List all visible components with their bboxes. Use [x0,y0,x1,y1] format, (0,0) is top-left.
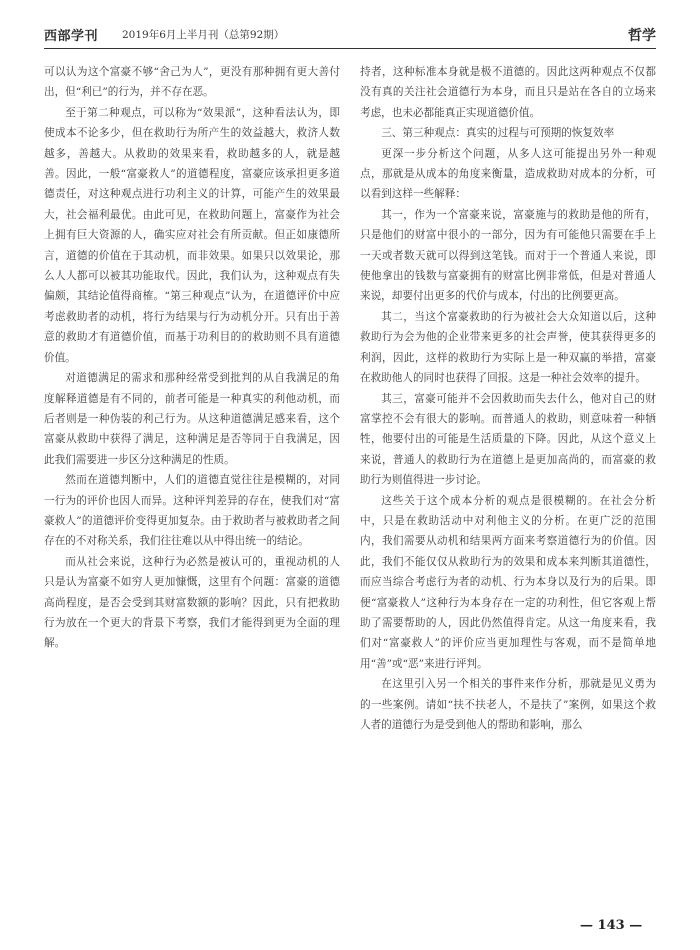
journal-title: 西部学刊 [44,29,99,44]
page-number: — 143 — [580,918,643,933]
left-column [44,62,340,910]
paragraph: 其三，富豪可能并不会因救助而失去什么，他对自己的财富掌控不会有很大的影响。而普通人的救助，则意味着一种牺牲，他要付出的可能是生活质量的下降。因此，从这个意义上来说，普通人的救助行为在道德上是更加高尚的，而富豪的救助行为则值得进一步讨论。 [360,392,656,487]
paragraph: 更深一步分析这个问题，从多人这可能提出另外一种观点，那就是从成本的角度来衡量，造成救助对成本的分析，可以看到这样一些解释： [360,147,656,201]
paragraph: 持者，这种标准本身就是极不道德的。因此这两种观点不仅都没有真的关注社会道德行为本身，而且只是站在各自的立场来考虑，也未必都能真正实现道德价值。 [360,66,656,119]
issue-info: 2019年6月上半月刊（总第92期） [122,29,285,41]
paragraph: 其二，当这个富豪救助的行为被社会大众知道以后，这种救助行为会为他的企业带来更多的社会声誉，使其获得更多的利润，因此，这样的救助行为实际上是一种双赢的举措，富豪在救助他人的同时也获得了回报。这是一种社会效率的提升。 [360,310,656,385]
paragraph: 对道德满足的需求和那种经常受到批判的从自我满足的角度解释道德是有不同的，前者可能是一种真实的利他动机，而后者则是一种伪装的利己行为。从这种道德满足感来看，这个富豪从救助中获得了满足，这种满足是否等同于自我满足，因此我们需要进一步区分这种满足的性质。 [44,372,340,466]
right-column [360,62,656,910]
paragraph: 这些关于这个成本分析的观点是很模糊的。在社会分析中，只是在救助活动中对利他主义的分析。在更广泛的范围内，我们需要从动机和结果两方面来考察道德行为的价值。因此，我们不能仅仅从救助行为的效果和成本来判断其道德性，而应当综合考虑行为者的动机、行为本身以及行为的后果。即便“富豪救人”这种行为本身存在一定的功利性，但它客观上帮助了需要帮助的人，因此仍然值得肯定。从这一角度来看，我们对“富豪救人”的评价应当更加理性与客观，而不是简单地用“善”或“恶”来进行评判。 [360,494,656,670]
paragraph: 在这里引入另一个相关的事件来作分析，那就是见义勇为的一些案例。请如“扶不扶老人，不是扶了”案例，如果这个救人者的道德行为是受到他人的帮助和影响，那么 [360,678,656,731]
paragraph: 可以认为这个富豪不够“舍己为人”，更没有那种拥有更大善付出，但“利已”的行为，并不存在恶。 [44,66,340,99]
paragraph: 其一，作为一个富豪来说，富豪施与的救助是他的所有，只是他们的财富中很小的一部分，因为有可能他只需要在手上一天或者数天就可以得到这笔钱。而对于一个普通人来说，即使他拿出的钱数与富豪拥有的财富比例非常低，但是对普通人来说，却要付出更多的代价与成本，付出的比例要更高。 [360,208,656,303]
section-title: 哲学 [628,28,656,44]
paragraph: 至于第二种观点，可以称为“效果派”，这种看法认为，即使成本不论多少，但在救助行为所产生的效益越大，救济人数越多，善越大。从救助的效果来看，救助越多的人，就是越善。因此，一般“富豪救人”的道德程度，富豪应该承担更多道德责任，对这种观点进行功利主义的计算，可能产生的效果最大，社会福利最优。由此可见，在救助问题上，富豪作为社会上拥有巨大资源的人，确实应对社会有所贡献。但正如康德所言，道德的价值在于其动机，而非效果。如果只以效果论，那么人人都可以被其功能取代。因此，我们认为，这种观点有失偏颇，其结论值得商榷。“第三种观点”认为，在道德评价中应考虑救助者的动机，将行为结果与行为动机分开。只有出于善意的救助才有道德价值，而基于功利目的的救助则不具有道德价值。 [44,106,340,364]
section-heading: 三、第三种观点：真实的过程与可预期的恢复效率 [381,127,615,140]
paragraph: 而从社会来说，这种行为必然是被认可的，重视动机的人只是认为富豪不如穷人更加慷慨，这里有个问题：富豪的道德高尚程度，是否会受到其财富数额的影响？因此，只有把救助行为放在一个更大的背景下考察，我们才能得到更为全面的理解。 [44,555,340,650]
page-header [44,22,656,49]
paragraph: 然而在道德判断中，人们的道德直觉往往是模糊的，对同一行为的评价也因人而异。这种评判差异的存在，使我们对“富豪救人”的道德评价变得更加复杂。由于救助者与被救助者之间存在的不对称关系，我们往往难以从中得出统一的结论。 [44,474,340,548]
